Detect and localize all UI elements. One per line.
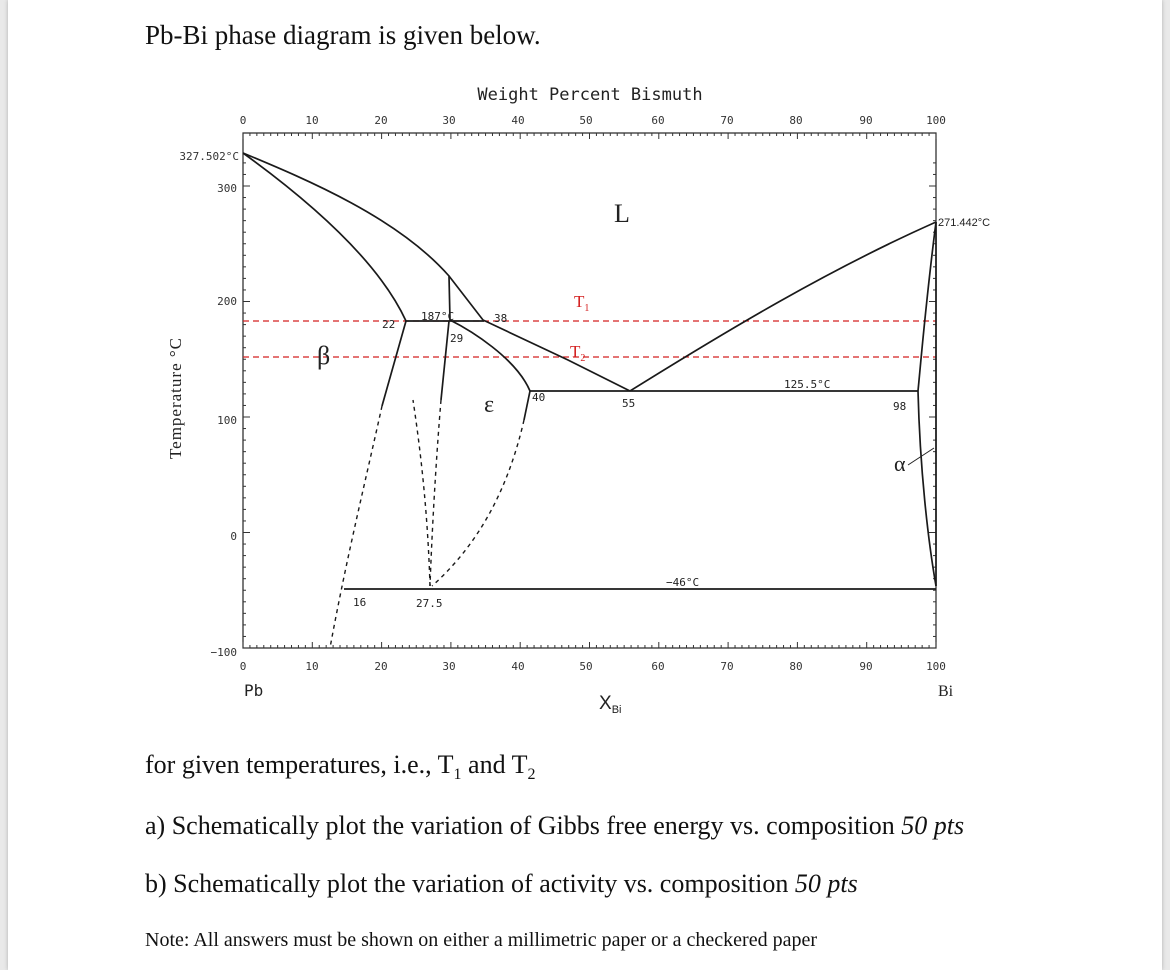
left-tick-labels [179,150,239,659]
beta-label-bg [313,345,314,346]
bottom-tick-label: 60 [651,660,665,673]
top-tick-label: 50 [579,114,593,127]
epsilon-right-dashed [432,420,524,586]
temperature-text: for given temperatures, i.e., T [145,750,454,779]
question-a [145,811,964,841]
comp-98-label: 98 [893,400,907,413]
x-axis-subscript: Bi [611,704,622,716]
bottom-tick-label: 70 [720,660,734,673]
bottom-tick-label: 30 [442,660,456,673]
top-tick-label: 90 [859,114,873,127]
comp-29-label: 29 [450,332,464,345]
t1-label [574,292,589,314]
comp-55-label: 55 [622,397,636,410]
top-tick-label: 30 [442,114,456,127]
t2-subscript: 2 [580,353,586,364]
question-b [145,869,858,899]
bi-label: Bi [938,683,954,700]
bottom-tick-label: 10 [305,660,319,673]
comp-22-label: 22 [382,318,396,331]
comp-40-label: 40 [532,391,546,404]
beta-solvus-solid [382,321,406,406]
bottom-tick-labels [240,660,946,673]
comp-16-label: 16 [353,596,367,609]
bottom-tick-label: 40 [511,660,525,673]
question-b-text: b) Schematically plot the variation of activity vs. composition [145,869,795,898]
top-axis-title: Weight Percent Bismuth [477,85,703,105]
beta-solvus-dashed [330,406,382,648]
temperature-and: and T [461,750,528,779]
top-tick-label: 70 [720,114,734,127]
t1-subscript: 1 [584,303,590,314]
dashed-boundaries [330,400,524,648]
top-tick-label: 100 [926,114,946,127]
top-tick-label: 20 [374,114,388,127]
epsilon-inner-dashed [413,400,430,586]
t2-label [570,342,585,364]
pb-label: Pb [244,681,264,700]
liquidus-bi-side [630,222,936,391]
bi-melting-point-label: 271.442°C [938,217,991,229]
comp-38-label: 38 [494,312,508,325]
epsilon-phase-label: ε [484,392,495,418]
beta-solidus [243,153,406,321]
question-b-points: 50 pts [794,869,858,898]
comp-275-label: 27.5 [416,597,443,610]
diagram-annotations [353,310,906,610]
liquidus-pb-side [243,153,530,391]
liquidus-upper-branch [449,276,630,391]
intro-text: Pb-Bi phase diagram is given below. [145,20,541,50]
note-text: Note: All answers must be shown on either a millimetric paper or a checkered paper [145,929,817,951]
t2-main: T [570,342,581,361]
x-axis-main: X [599,693,612,714]
eutectic-temp-label: 125.5°C [784,378,831,391]
epsilon-left-dashed [430,400,441,586]
bottom-tick-label: 20 [374,660,388,673]
epsilon-left-boundary [441,321,449,400]
top-tick-label: 80 [789,114,803,127]
bottom-tick-label: 0 [239,660,247,673]
alpha-solvus [918,391,936,586]
top-tick-label: 40 [511,114,525,127]
top-tick-label: 0 [239,114,247,127]
x-axis-symbol [599,693,621,716]
bottom-tick-label: 50 [579,660,593,673]
left-tick-label: 100 [217,414,237,427]
alpha-phase-label: α [894,451,906,476]
epsilon-right-boundary [524,391,530,420]
question-a-points: 50 pts [901,811,965,840]
phase-boundaries [243,153,936,589]
beta-phase-label: β [317,341,331,370]
left-tick-label: 300 [217,182,237,195]
question-a-text: a) Schematically plot the variation of Gibbs free energy vs. composition [145,811,902,840]
left-tick-label: 200 [217,295,237,308]
bottom-tick-label: 90 [859,660,873,673]
left-tick-label: 0 [230,530,237,543]
document-page [8,0,1162,970]
bottom-tick-label: 100 [926,660,946,673]
t1-subscript-text: 1 [453,766,462,784]
low-temp-label: −46°C [666,576,700,589]
top-tick-labels [240,114,946,127]
temperature-line [145,750,535,784]
t2-subscript-text: 2 [527,766,536,784]
y-axis-title: Temperature °C [166,336,185,460]
phase-diagram [148,80,1028,720]
left-tick-label: −100 [210,646,237,659]
t1-main: T [574,292,585,311]
peritectic-temp-label: 187°C [421,310,455,323]
liquid-phase-label: L [614,199,630,228]
bottom-tick-label: 80 [789,660,803,673]
top-tick-label: 60 [651,114,665,127]
top-tick-label: 10 [305,114,319,127]
alpha-solidus [918,222,936,391]
pb-melting-point-label: 327.502°C [179,150,239,163]
